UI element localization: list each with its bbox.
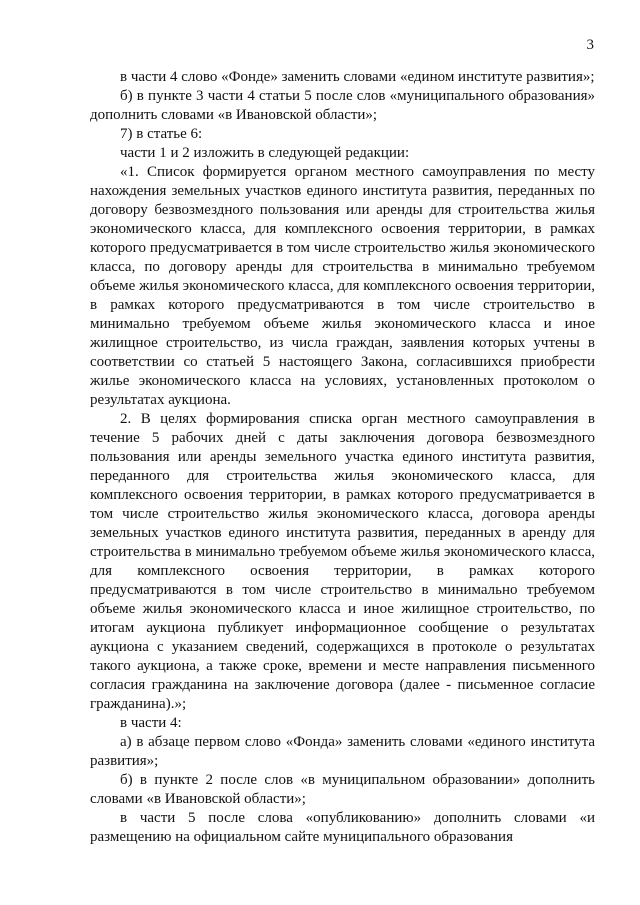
paragraph: в части 4:: [120, 715, 182, 731]
paragraph: «1. Список формируется органом местного самоуправления по месту нахождения земельных участков единого института развития, переданных по договору безвозмездного пользования или аренды для строительства жилья экономического класса, для комплексного освоения территории, в рамках которого предусматривается в том числе строительство жилья экономического класса, по договору аренды для строительства в минимально требуемом объеме жилья экономического класса, для комплексного освоения территории, в рамках которого предусматриваются в том числе строительство в минимально требуемом объеме жилья экономического класса и иное жилищное строительство, из числа граждан, заявления которых учтены в соответствии со статьей 5 настоящего Закона, согласившихся приобрести жилье экономического класса на условиях, установленных протоколом о результатах аукциона.: [90, 164, 595, 408]
paragraph: части 1 и 2 изложить в следующей редакции:: [120, 145, 410, 161]
page-number: 3: [586, 37, 594, 53]
paragraph: 2. В целях формирования списка орган местного самоуправления в течение 5 рабочих дней с даты заключения договора безвозмездного пользования или аренды земельного участка единого института развития, переданного для строительства жилья экономического класса, для комплексного освоения территории, в рамках которого предусматривается в том числе строительство жилья экономического класса, договора аренды земельных участков единого института развития, переданных в аренду для строительства в минимально требуемом объеме жилья экономического класса, для комплексного освоения территории, в рамках которого предусматриваются в том числе строительство в минимально требуемом объеме жилья экономического класса и иное жилищное строительство, по итогам аукциона публикует информационное сообщение о результатах аукциона с указанием сведений, содержащихся в протоколе о результатах такого аукциона, а также сроке, времени и месте направления письменного согласия гражданина на заключение договора (далее - письменное согласие гражданина).»;: [90, 411, 595, 712]
paragraph: в части 4 слово «Фонде» заменить словами «едином институте развития»;: [120, 69, 595, 85]
paragraph: а) в абзаце первом слово «Фонда» заменить словами «единого института развития»;: [90, 734, 595, 769]
paragraph: в части 5 после слова «опубликованию» дополнить словами «и размещению на официальном сайте муниципального образования: [90, 810, 595, 845]
document-body: [90, 68, 595, 847]
paragraph: 7) в статье 6:: [120, 126, 203, 142]
paragraph: б) в пункте 3 части 4 статьи 5 после слов «муниципального образования» дополнить словами «в Ивановской области»;: [90, 88, 595, 123]
paragraph: б) в пункте 2 после слов «в муниципальном образовании» дополнить словами «в Ивановской области»;: [90, 772, 595, 807]
